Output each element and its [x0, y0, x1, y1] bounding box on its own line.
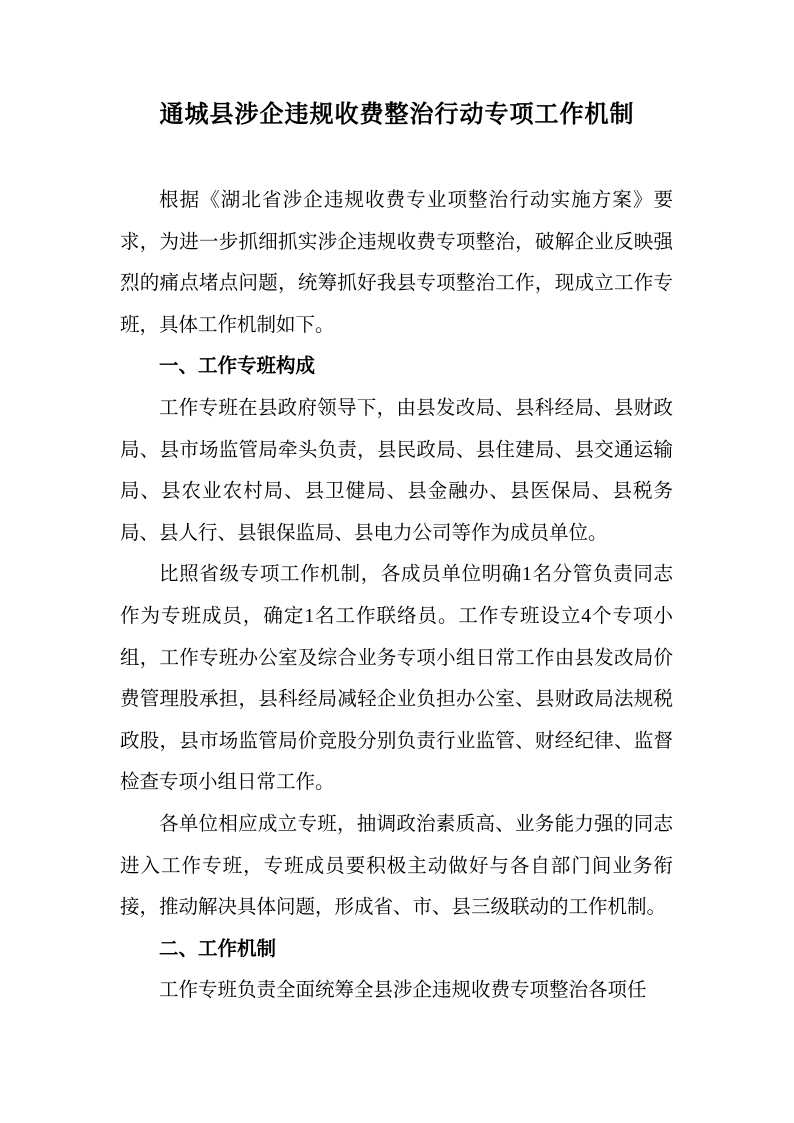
body-paragraph: 各单位相应成立专班，抽调政治素质高、业务能力强的同志进入工作专班，专班成员要积极主动做好与各自部门间业务衔接，推动解决具体问题，形成省、市、县三级联动的工作机制。 [120, 813, 673, 919]
body-paragraph: 工作专班在县政府领导下，由县发改局、县科经局、县财政局、县市场监管局牵头负责，县民政局、县住建局、县交通运输局、县农业农村局、县卫健局、县金融办、县医保局、县税务局、县人行、县银保监局、县电力公司等作为成员单位。 [120, 397, 673, 544]
body-paragraph: 根据《湖北省涉企违规收费专业项整治行动实施方案》要求，为进一步抓细抓实涉企违规收费专项整治，破解企业反映强烈的痛点堵点问题，统筹抓好我县专项整治工作，现成立工作专班，具体工作机制如下。 [120, 190, 673, 336]
document-title: 通城县涉企违规收费整治行动专项工作机制 [159, 102, 635, 128]
body-paragraph: 工作专班负责全面统筹全县涉企违规收费专项整治各项任 [159, 980, 647, 1002]
section-heading: 二、工作机制 [159, 937, 277, 960]
body-paragraph: 比照省级专项工作机制，各成员单位明确1名分管负责同志作为专班成员，确定1名工作联络员。工作专班设立4个专项小组，工作专班办公室及综合业务专项小组日常工作由县发改局价费管理股承担，县科经局减轻企业负担办公室、县财政局法规税政股，县市场监管局价竞股分别负责行业监管、财经纪律、监督检查专项小组日常工作。 [120, 564, 673, 794]
section-heading: 一、工作专班构成 [159, 355, 316, 378]
document-body [120, 180, 673, 1012]
